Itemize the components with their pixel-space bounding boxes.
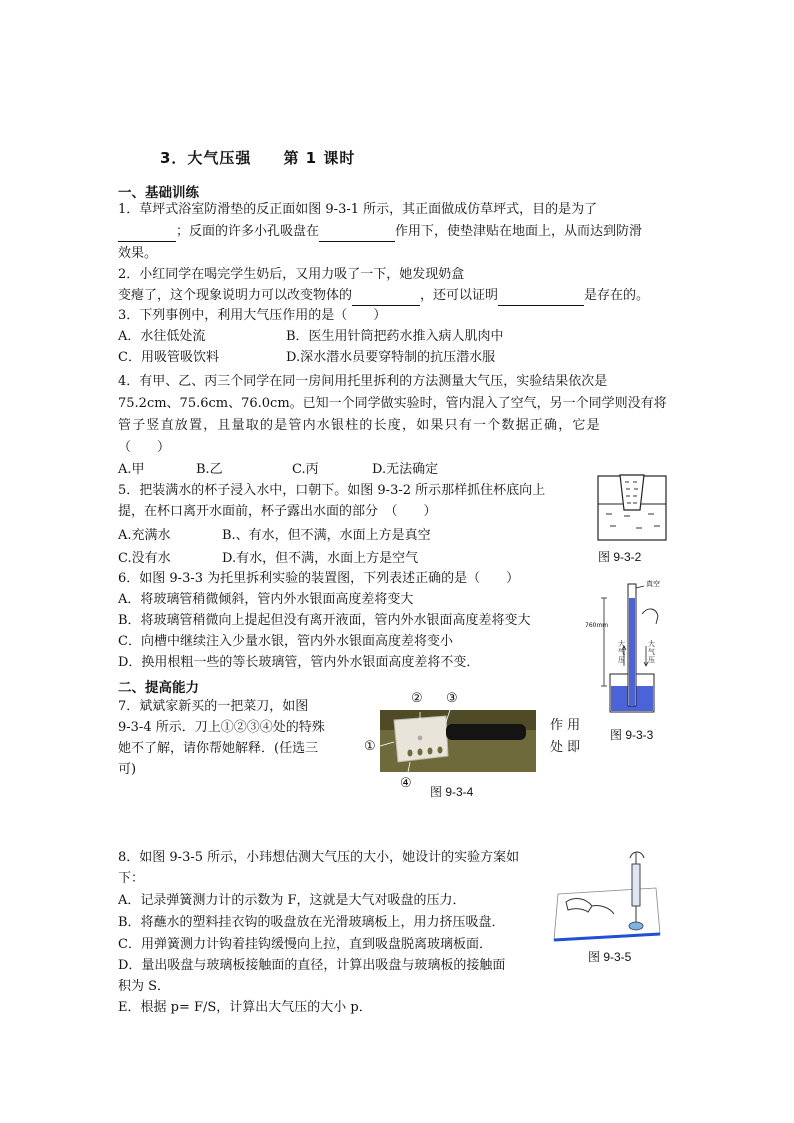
q6-option-a[interactable]: A．将玻璃管稍微倾斜，管内外水银面高度差将变大: [118, 592, 414, 607]
q4-line4: （ ）: [118, 440, 171, 455]
q4-option-a[interactable]: A.甲: [118, 462, 145, 477]
q4-option-b[interactable]: B.乙: [196, 462, 223, 477]
q3-stem: 3．下列事例中，利用大气压作用的是（ ）: [118, 308, 387, 323]
q5-option-c[interactable]: C.没有水: [118, 551, 171, 566]
label-air-pressure-1: 大气压: [618, 640, 625, 664]
q7-line4: 可): [118, 762, 137, 777]
q1-line2: ；反面的许多小孔吸盘在 作用下，使垫津贴在地面上，从而达到防滑: [118, 222, 642, 242]
q4-line1: 4．有甲、乙、丙三个同学在同一房间用托里拆利的方法测量大气压，实验结果依次是: [118, 374, 608, 389]
q8-step-a: A．记录弹簧测力计的示数为 F，这就是大气对吸盘的压力．: [118, 893, 466, 908]
q7-right-line1: 作 用: [550, 718, 581, 733]
q3-option-b[interactable]: B．医生用针筒把药水推入病人肌肉中: [286, 329, 504, 344]
q6-option-b[interactable]: B．将玻璃管稍微向上提起但没有离开液面，管内外水银面高度差将变大: [118, 613, 531, 628]
q5-option-a[interactable]: A.充满水: [118, 528, 171, 543]
figure-caption-9-3-4: 图 9-3-4: [430, 785, 474, 799]
marker-2: ②: [411, 691, 423, 706]
q7-right-line2: 处 即: [550, 740, 581, 755]
q5-option-d[interactable]: D.有水，但不满，水面上方是空气: [222, 551, 419, 566]
q3-option-a[interactable]: A．水往低处流: [118, 329, 206, 344]
q4-line2: 75.2cm、75.6cm、76.0cm。已知一个同学做实验时，管内混入了空气，另一个同学则没有将: [118, 396, 667, 411]
q7-line1: 7．斌斌家新买的一把菜刀，如图: [118, 699, 309, 714]
q2-blank-1[interactable]: [352, 291, 420, 306]
q1-line1: 1．草坪式浴室防滑垫的反正面如图 9-3-1 所示，其正面做成仿草坪式，目的是为了: [118, 202, 598, 217]
q4-line3: 管子竖直放置，且量取的是管内水银柱的长度，如果只有一个数据正确，它是: [118, 418, 601, 433]
q2-line2: 变瘪了，这个现象说明力可以改变物体的 ，还可以证明 是存在的。: [118, 286, 649, 306]
q2-blank-2[interactable]: [498, 291, 584, 306]
q6-option-d[interactable]: D．换用根粗一些的等长玻璃管，管内外水银面高度差将不变．: [118, 655, 480, 670]
q8-step-d-line2: 积为 S．: [118, 979, 171, 994]
q5-option-b[interactable]: B.、有水，但不满，水面上方是真空: [222, 528, 431, 543]
figure-caption-9-3-3: 图 9-3-3: [610, 728, 654, 742]
q3-option-c[interactable]: C．用吸管吸饮料: [118, 350, 219, 365]
page-title: 3．大气压强 第 1 课时: [160, 149, 356, 167]
figure-suction-cup: [552, 848, 662, 944]
q8-step-e: E．根据 p= F/S，计算出大气压的大小 p．: [118, 1000, 372, 1015]
q1-line3: 效果。: [118, 246, 158, 261]
q5-line2: 提，在杯口离开水面前，杯子露出水面的部分 （ ）: [118, 504, 437, 519]
label-air-pressure-2: 大气压: [648, 640, 655, 664]
figure-cleaver: [380, 710, 536, 772]
q8-step-d-line1: D．量出吸盘与玻璃板接触面的直径，计算出吸盘与玻璃板的接触面: [118, 958, 506, 973]
q6-option-c[interactable]: C．向槽中继续注入少量水银，管内外水银面高度差将变小: [118, 634, 453, 649]
marker-4: ④: [400, 776, 412, 791]
marker-3: ③: [446, 691, 458, 706]
q5-line1: 5．把装满水的杯子浸入水中，口朝下。如图 9-3-2 所示那样抓住杯底向上: [118, 483, 546, 498]
q1-blank-2[interactable]: [319, 227, 395, 242]
q4-option-c[interactable]: C.丙: [292, 462, 319, 477]
q4-option-d[interactable]: D.无法确定: [372, 462, 439, 477]
figure-cup-in-water: [596, 474, 668, 544]
section-heading-basic: 一、基础训练: [118, 185, 199, 201]
q3-option-d[interactable]: D.深水潜水员要穿特制的抗压潜水服: [286, 350, 496, 365]
q8-line1: 8．如图 9-3-5 所示，小玮想估测大气压的大小，她设计的实验方案如: [118, 850, 520, 865]
q6-stem: 6．如图 9-3-3 为托里拆利实验的装置图，下列表述正确的是（ ）: [118, 571, 520, 586]
label-vacuum: 真空: [646, 580, 660, 588]
q8-line2: 下：: [118, 871, 145, 886]
q2-line1: 2．小红同学在喝完学生奶后，又用力吸了一下，她发现奶盒: [118, 267, 465, 282]
figure-torricelli: [596, 576, 676, 716]
marker-1: ①: [364, 739, 376, 754]
figure-caption-9-3-2: 图 9-3-2: [598, 550, 642, 564]
q8-step-b: B．将蘸水的塑料挂衣钩的吸盘放在光滑玻璃板上，用力挤压吸盘．: [118, 915, 505, 930]
q8-step-c: C．用弹簧测力计钩着挂钩缓慢向上拉，直到吸盘脱离玻璃板面．: [118, 937, 492, 952]
section-heading-advanced: 二、提高能力: [118, 680, 199, 696]
q1-blank-1[interactable]: [118, 227, 176, 242]
label-760mm: 760mm: [585, 622, 609, 629]
q7-line3: 她不了解，请你帮她解释．(任选三: [118, 741, 319, 756]
q7-line2: 9-3-4 所示．刀上①②③④处的特殊: [118, 720, 325, 735]
figure-caption-9-3-5: 图 9-3-5: [588, 950, 632, 964]
